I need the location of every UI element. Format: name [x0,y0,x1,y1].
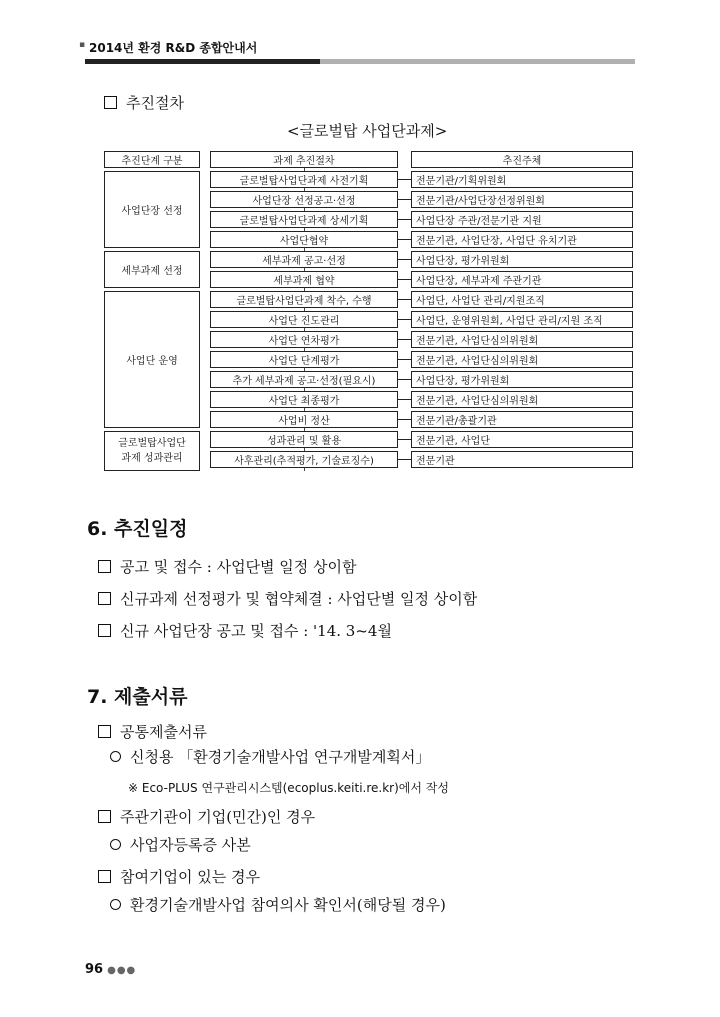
step-cell: 사업단장 선정공고·선정 [210,191,398,208]
owner-cell: 전문기관, 사업단심의위원회 [411,331,633,348]
owner-cell: 전문기관, 사업단심의위원회 [411,391,633,408]
doc-subitem: 사업자등록증 사본 [110,834,251,855]
connector-line [398,179,411,180]
doc-note: ※ Eco-PLUS 연구관리시스템(ecoplus.keiti.re.kr)에서 작성 [128,781,449,795]
step-cell: 글로벌탑사업단과제 착수, 수행 [210,291,398,308]
schedule-item: 신규 사업단장 공고 및 접수 : '14. 3~4월 [98,620,392,641]
step-cell: 사업비 정산 [210,411,398,428]
col-header-owner: 추진주체 [411,151,633,168]
section-title-documents: 7. 제출서류 [87,686,188,708]
owner-cell: 사업단장, 평가위원회 [411,251,633,268]
step-cell: 성과관리 및 활용 [210,431,398,448]
doc-subitem: 환경기술개발사업 참여의사 확인서(해당될 경우) [110,894,446,915]
checkbox-square-icon [104,96,117,109]
schedule-item: 공고 및 접수 : 사업단별 일정 상이함 [98,556,357,577]
circle-bullet-icon [110,751,121,762]
header-mark-icon: ▪ [79,40,86,50]
group-cell: 사업단 운영 [104,291,200,428]
connector-line [398,379,411,380]
group-cell: 세부과제 선정 [104,251,200,288]
header-bar-dark [85,59,320,64]
owner-cell: 사업단장, 세부과제 주관기관 [411,271,633,288]
step-cell: 사업단 진도관리 [210,311,398,328]
connector-line [398,339,411,340]
footer-dots: ●●● [107,965,137,976]
connector-line [398,199,411,200]
connector-line [398,299,411,300]
page-header [79,35,635,67]
table-title: <글로벌탑 사업단과제> [287,122,448,140]
group-cell: 사업단장 선정 [104,171,200,248]
step-cell: 사업단 단계평가 [210,351,398,368]
connector-line [398,319,411,320]
checkbox-square-icon [98,810,111,823]
step-cell: 사업단 최종평가 [210,391,398,408]
owner-cell: 전문기관/기획위원회 [411,171,633,188]
connector-line [398,259,411,260]
doc-item: 공통제출서류 [98,721,207,742]
step-cell: 사후관리(추적평가, 기술료징수) [210,451,398,468]
connector-line [398,219,411,220]
header-bar-light [320,59,635,64]
connector-line [398,359,411,360]
connector-line [398,439,411,440]
owner-cell: 전문기관/총괄기관 [411,411,633,428]
schedule-item: 신규과제 선정평가 및 협약체결 : 사업단별 일정 상이함 [98,588,477,609]
connector-line [398,459,411,460]
owner-cell: 사업단장, 평가위원회 [411,371,633,388]
owner-cell: 전문기관, 사업단장, 사업단 유치기관 [411,231,633,248]
connector-line [398,239,411,240]
procedure-heading: 추진절차 [104,92,184,113]
circle-bullet-icon [110,839,121,850]
step-cell: 사업단협약 [210,231,398,248]
checkbox-square-icon [98,870,111,883]
col-header-stage: 추진단계 구분 [104,151,200,168]
owner-cell: 사업단, 사업단 관리/지원조직 [411,291,633,308]
step-cell: 추가 세부과제 공고·선정(필요시) [210,371,398,388]
checkbox-square-icon [98,592,111,605]
connector-line [398,419,411,420]
owner-cell: 전문기관/사업단장선정위원회 [411,191,633,208]
owner-cell: 전문기관 [411,451,633,468]
owner-cell: 사업단, 운영위원회, 사업단 관리/지원 조직 [411,311,633,328]
owner-cell: 전문기관, 사업단심의위원회 [411,351,633,368]
circle-bullet-icon [110,899,121,910]
connector-line [398,399,411,400]
header-title: 2014년 환경 R&D 종합안내서 [89,41,258,55]
owner-cell: 전문기관, 사업단 [411,431,633,448]
connector-line [398,279,411,280]
col-header-step: 과제 추진절차 [210,151,398,168]
doc-item: 참여기업이 있는 경우 [98,866,260,887]
step-cell: 글로벌탑사업단과제 상세기획 [210,211,398,228]
step-cell: 세부과제 협약 [210,271,398,288]
checkbox-square-icon [98,624,111,637]
doc-item: 주관기관이 기업(민간)인 경우 [98,806,315,827]
page-footer [85,962,136,977]
checkbox-square-icon [98,725,111,738]
page-number: 96 [85,962,104,977]
step-cell: 사업단 연차평가 [210,331,398,348]
group-cell: 글로벌탑사업단 과제 성과관리 [104,431,200,471]
owner-cell: 사업단장 주관/전문기관 지원 [411,211,633,228]
step-cell: 세부과제 공고·선정 [210,251,398,268]
step-cell: 글로벌탑사업단과제 사전기획 [210,171,398,188]
doc-subitem: 신청용 「환경기술개발사업 연구개발계획서」 [110,746,430,767]
section-title-schedule: 6. 추진일정 [87,518,188,540]
checkbox-square-icon [98,560,111,573]
